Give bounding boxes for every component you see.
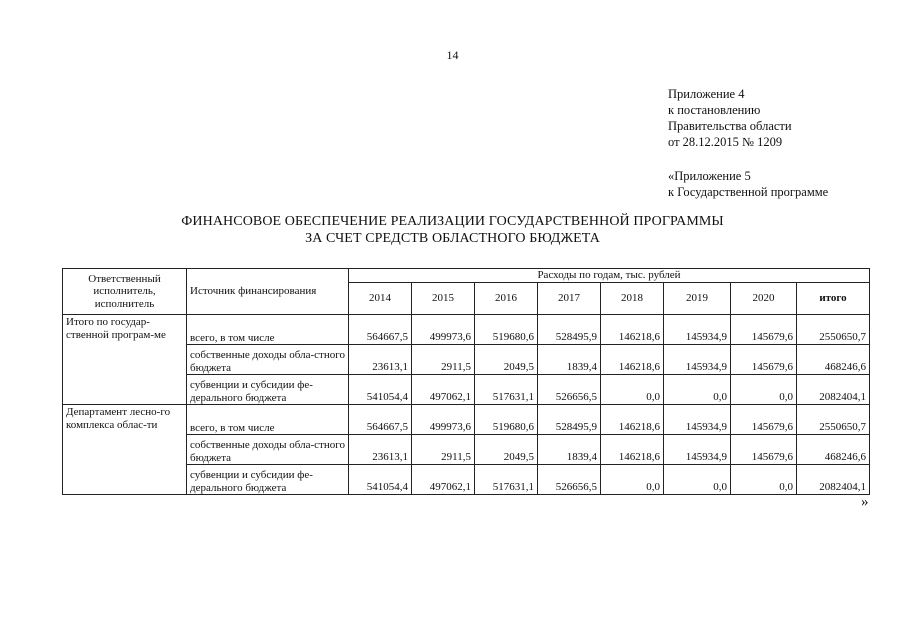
- year-value-cell: 146218,6: [601, 315, 664, 345]
- financing-table: [62, 268, 870, 495]
- source-cell: субвенции и субсидии фе-дерального бюджета: [187, 375, 349, 405]
- year-value-cell: 2911,5: [412, 435, 475, 465]
- appendix-line: от 28.12.2015 № 1209: [668, 135, 783, 149]
- year-value-cell: 519680,6: [475, 405, 538, 435]
- year-value-cell: 145679,6: [731, 405, 797, 435]
- document-title: [0, 213, 905, 247]
- appendix-line: к Государственной программе: [668, 185, 829, 199]
- year-value-cell: 497062,1: [412, 465, 475, 495]
- total-value-cell: 468246,6: [797, 345, 870, 375]
- year-value-cell: 0,0: [731, 375, 797, 405]
- year-value-cell: 526656,5: [538, 375, 601, 405]
- appendix-line: Правительства области: [668, 119, 792, 133]
- title-line: ФИНАНСОВОЕ ОБЕСПЕЧЕНИЕ РЕАЛИЗАЦИИ ГОСУДАРСТВЕННОЙ ПРОГРАММЫ: [181, 214, 724, 229]
- year-value-cell: 497062,1: [412, 375, 475, 405]
- year-value-cell: 0,0: [731, 465, 797, 495]
- year-value-cell: 145679,6: [731, 315, 797, 345]
- header-year: 2015: [412, 283, 475, 315]
- year-value-cell: 0,0: [601, 465, 664, 495]
- header-responsible: Ответственный исполнитель, исполнитель: [63, 269, 187, 315]
- source-cell: всего, в том числе: [187, 315, 349, 345]
- header-year: 2020: [731, 283, 797, 315]
- year-value-cell: 145679,6: [731, 345, 797, 375]
- year-value-cell: 1839,4: [538, 435, 601, 465]
- title-line: ЗА СЧЕТ СРЕДСТВ ОБЛАСТНОГО БЮДЖЕТА: [305, 231, 600, 246]
- header-total: итого: [797, 283, 870, 315]
- year-value-cell: 541054,4: [349, 465, 412, 495]
- total-value-cell: 2550650,7: [797, 315, 870, 345]
- appendix-gap: [668, 150, 828, 168]
- appendix-line: Приложение 4: [668, 87, 745, 101]
- source-cell: собственные доходы обла-стного бюджета: [187, 435, 349, 465]
- year-value-cell: 23613,1: [349, 435, 412, 465]
- year-value-cell: 2049,5: [475, 345, 538, 375]
- appendix-line: к постановлению: [668, 103, 761, 117]
- year-value-cell: 145679,6: [731, 435, 797, 465]
- year-value-cell: 0,0: [664, 375, 731, 405]
- total-value-cell: 2082404,1: [797, 375, 870, 405]
- year-value-cell: 541054,4: [349, 375, 412, 405]
- year-value-cell: 517631,1: [475, 465, 538, 495]
- appendix-block: [668, 86, 828, 200]
- year-value-cell: 1839,4: [538, 345, 601, 375]
- year-value-cell: 23613,1: [349, 345, 412, 375]
- year-value-cell: 519680,6: [475, 315, 538, 345]
- year-value-cell: 145934,9: [664, 345, 731, 375]
- year-value-cell: 499973,6: [412, 315, 475, 345]
- year-value-cell: 564667,5: [349, 405, 412, 435]
- header-row-1: [63, 269, 870, 283]
- total-value-cell: 2082404,1: [797, 465, 870, 495]
- year-value-cell: 499973,6: [412, 405, 475, 435]
- year-value-cell: 146218,6: [601, 405, 664, 435]
- table-row: [63, 405, 870, 435]
- year-value-cell: 145934,9: [664, 315, 731, 345]
- source-cell: всего, в том числе: [187, 405, 349, 435]
- year-value-cell: 0,0: [601, 375, 664, 405]
- year-value-cell: 146218,6: [601, 345, 664, 375]
- year-value-cell: 564667,5: [349, 315, 412, 345]
- source-cell: собственные доходы обла-стного бюджета: [187, 345, 349, 375]
- year-value-cell: 2049,5: [475, 435, 538, 465]
- year-value-cell: 0,0: [664, 465, 731, 495]
- header-expenses-group: Расходы по годам, тыс. рублей: [349, 269, 870, 283]
- header-year: 2018: [601, 283, 664, 315]
- executor-cell: Департамент лесно-го комплекса облас-ти: [63, 405, 187, 495]
- total-value-cell: 2550650,7: [797, 405, 870, 435]
- total-value-cell: 468246,6: [797, 435, 870, 465]
- header-year: 2019: [664, 283, 731, 315]
- header-source: Источник финансирования: [187, 269, 349, 315]
- year-value-cell: 2911,5: [412, 345, 475, 375]
- year-value-cell: 528495,9: [538, 405, 601, 435]
- appendix-line: «Приложение 5: [668, 169, 751, 183]
- source-cell: субвенции и субсидии фе-дерального бюджета: [187, 465, 349, 495]
- page-number: 14: [446, 48, 459, 62]
- year-value-cell: 145934,9: [664, 405, 731, 435]
- year-value-cell: 528495,9: [538, 315, 601, 345]
- year-value-cell: 526656,5: [538, 465, 601, 495]
- table-row: [63, 315, 870, 345]
- header-year: 2016: [475, 283, 538, 315]
- table-body: [63, 269, 870, 495]
- year-value-cell: 145934,9: [664, 435, 731, 465]
- header-year: 2014: [349, 283, 412, 315]
- year-value-cell: 146218,6: [601, 435, 664, 465]
- closing-quote: »: [861, 494, 869, 510]
- executor-cell: Итого по государ-ственной програм-ме: [63, 315, 187, 405]
- year-value-cell: 517631,1: [475, 375, 538, 405]
- header-year: 2017: [538, 283, 601, 315]
